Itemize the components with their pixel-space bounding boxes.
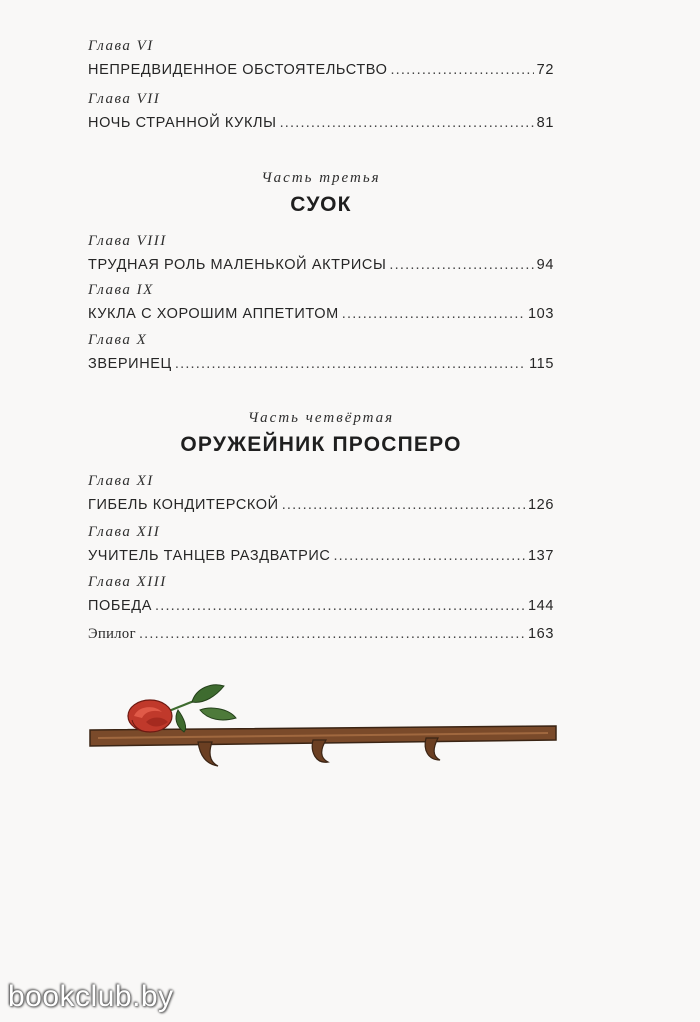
- toc-entry-page: 103: [528, 306, 554, 322]
- dot-leader: [175, 356, 526, 372]
- toc-entry-title: КУКЛА С ХОРОШИМ АППЕТИТОМ: [88, 306, 339, 322]
- toc-entry-title: НОЧЬ СТРАННОЙ КУКЛЫ: [88, 115, 277, 131]
- toc-entry-page: 163: [528, 626, 554, 642]
- toc-entry-title: ПОБЕДА: [88, 598, 152, 614]
- chapter-8-label: Глава VIII: [88, 233, 167, 249]
- watermark: bookclub.by: [8, 980, 174, 1013]
- chapter-9-label: Глава IX: [88, 282, 154, 298]
- dot-leader: [280, 115, 534, 131]
- chapter-11-label: Глава XI: [88, 473, 154, 489]
- toc-entry-chapter-6[interactable]: [88, 62, 554, 78]
- toc-entry-chapter-8[interactable]: [88, 257, 554, 273]
- toc-entry-chapter-12[interactable]: [88, 548, 554, 564]
- toc-entry-chapter-9[interactable]: [88, 306, 554, 322]
- chapter-10-label: Глава X: [88, 332, 148, 348]
- chapter-13-label: Глава XIII: [88, 574, 167, 590]
- chapter-6-label: Глава VI: [88, 38, 154, 54]
- toc-entry-chapter-7[interactable]: [88, 115, 554, 131]
- toc-entry-page: 137: [528, 548, 554, 564]
- toc-entry-title: Эпилог: [88, 626, 136, 642]
- dot-leader: [139, 626, 525, 642]
- toc-entry-chapter-13[interactable]: [88, 598, 554, 614]
- leaf-shape: [200, 708, 236, 720]
- toc-entry-title: ТРУДНАЯ РОЛЬ МАЛЕНЬКОЙ АКТРИСЫ: [88, 257, 387, 273]
- chapter-12-label: Глава XII: [88, 524, 161, 540]
- part-3-label: Часть третья: [261, 170, 381, 186]
- toc-entry-page: 115: [529, 356, 554, 372]
- toc-entry-title: ЗВЕРИНЕЦ: [88, 356, 172, 372]
- dot-leader: [342, 306, 525, 322]
- toc-entry-page: 94: [536, 257, 554, 273]
- toc-entry-page: 144: [528, 598, 554, 614]
- toc-entry-chapter-11[interactable]: [88, 497, 554, 513]
- dot-leader: [389, 257, 533, 273]
- dot-leader: [390, 62, 533, 78]
- toc-entry-title: ГИБЕЛЬ КОНДИТЕРСКОЙ: [88, 497, 279, 513]
- dot-leader: [282, 497, 525, 513]
- part-4-title: ОРУЖЕЙНИК ПРОСПЕРО: [180, 433, 462, 456]
- part-3-title: СУОК: [290, 193, 352, 216]
- toc-entry-epilogue[interactable]: [88, 626, 554, 643]
- chapter-7-label: Глава VII: [88, 91, 161, 107]
- thorn-shape: [198, 742, 218, 766]
- dot-leader: [155, 598, 525, 614]
- toc-entry-page: 81: [536, 115, 554, 131]
- toc-entry-title: УЧИТЕЛЬ ТАНЦЕВ РАЗДВАТРИС: [88, 548, 331, 564]
- toc-entry-page: 72: [536, 62, 554, 78]
- toc-entry-page: 126: [528, 497, 554, 513]
- leaf-shape: [192, 685, 224, 703]
- toc-entry-chapter-10[interactable]: [88, 356, 554, 372]
- toc-entry-title: НЕПРЕДВИДЕННОЕ ОБСТОЯТЕЛЬСТВО: [88, 62, 388, 78]
- dot-leader: [333, 548, 525, 564]
- part-4-label: Часть четвёртая: [247, 410, 395, 426]
- rose-on-branch-icon: [88, 676, 558, 776]
